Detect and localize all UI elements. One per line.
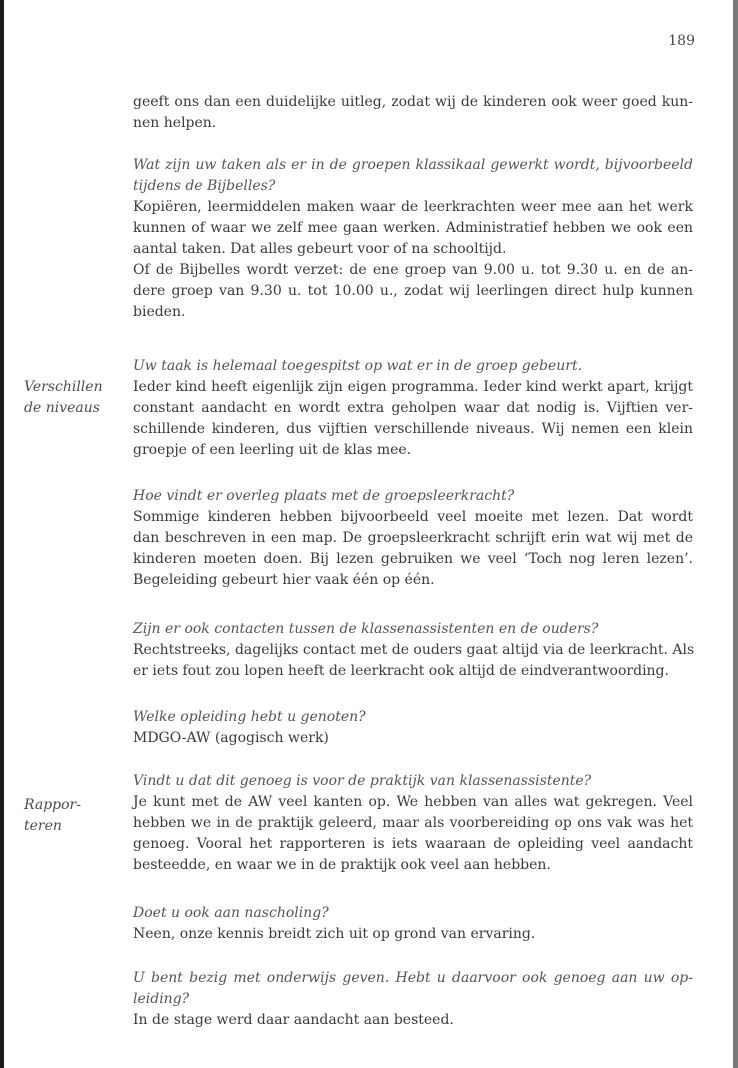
text-line: tijdens de Bijbelles? [133,178,276,194]
text-line: hebben we in de praktijk geleerd, maar als voorbereiding op ons vak was het [133,815,693,831]
qa-block [133,707,693,749]
text-line: genoeg. Vooral het rapporteren is iets waaraan de opleiding veel aandacht [133,836,693,852]
text-line: nen helpen. [133,115,217,131]
text-line: groepje of een leerling uit de klas mee. [133,442,412,458]
answer [133,377,693,461]
page-number: 189 [668,33,695,49]
question [133,968,693,1010]
question [133,486,693,507]
text-line: kinderen moeten doen. Bij lezen gebruiken we veel ‘Toch nog leren lezen’. [133,551,693,567]
intro-paragraph [133,92,693,134]
text-line: Je kunt met de AW veel kanten op. We hebben van alles wat gekregen. Veel [133,794,693,810]
margin-note-line: Rappor- [24,797,81,813]
question [133,619,693,640]
question [133,707,693,728]
margin-note-line: teren [24,818,62,834]
answer [133,728,693,749]
text-line: Hoe vindt er overleg plaats met de groepsleerkracht? [133,488,515,504]
qa-block [133,356,693,461]
text-line: dere groep van 9.30 u. tot 10.00 u., zodat wij leerlingen direct hulp kunnen [133,283,693,299]
text-line: Wat zijn uw taken als er in de groepen klassikaal gewerkt wordt, bijvoorbeeld [133,157,693,173]
text-line: dan beschreven in een map. De groepsleerkracht schrijft erin wat wij met de [133,530,693,546]
text-line: Vindt u dat dit genoeg is voor de praktijk van klassenassistente? [133,773,592,789]
text-line: Doet u ook aan nascholing? [133,905,329,921]
question [133,771,693,792]
text-line: Begeleiding gebeurt hier vaak één op één. [133,572,435,588]
text-line: bieden. [133,304,186,320]
text-line: er iets fout zou lopen heeft de leerkracht ook altijd de eindverantwoording. [133,663,669,679]
text-line: besteedde, en waar we in de praktijk ook veel aan hebben. [133,857,551,873]
text-line: Uw taak is helemaal toegespitst op wat er in de groep gebeurt. [133,358,583,374]
answer [133,640,693,682]
text-line: U bent bezig met onderwijs geven. Hebt u daarvoor ook genoeg aan uw op- [133,970,693,986]
question [133,903,693,924]
qa-block [133,486,693,591]
qa-block [133,155,693,323]
text-line: Ieder kind heeft eigenlijk zijn eigen programma. Ieder kind werkt apart, krijgt [133,379,693,395]
question [133,356,693,377]
text-line: Rechtstreeks, dagelijks contact met de ouders gaat altijd via de leerkracht. Als [133,642,695,658]
qa-block [133,771,693,876]
question [133,155,693,197]
answer [133,1010,693,1031]
text-line: Sommige kinderen hebben bijvoorbeeld veel moeite met lezen. Dat wordt [133,509,693,525]
margin-note-verschillen [24,377,124,419]
text-line: Kopiëren, leermiddelen maken waar de leerkrachten weer mee aan het werk [133,199,693,215]
margin-note-line: Verschillen [24,379,103,395]
text-line: Of de Bijbelles wordt verzet: de ene groep van 9.00 u. tot 9.30 u. en de an- [133,262,693,278]
qa-block [133,619,693,682]
qa-block [133,968,693,1031]
scan-edge-left [0,0,4,1068]
text-line: In de stage werd daar aandacht aan besteed. [133,1012,454,1028]
text-line: leiding? [133,991,190,1007]
text-line: geeft ons dan een duidelijke uitleg, zodat wij de kinderen ook weer goed kun- [133,94,693,110]
text-line: kunnen of waar we zelf mee gaan werken. Administratief hebben we ook een [133,220,693,236]
text-line: aantal taken. Dat alles gebeurt voor of na schooltijd. [133,241,507,257]
answer [133,792,693,876]
text-line: MDGO-AW (agogisch werk) [133,730,329,746]
margin-note-rapporteren [24,795,124,837]
text-line: Zijn er ook contacten tussen de klassenassistenten en de ouders? [133,621,599,637]
answer [133,924,693,945]
answer [133,507,693,591]
text-line: Neen, onze kennis breidt zich uit op grond van ervaring. [133,926,536,942]
margin-note-line: de niveaus [24,400,100,416]
text-line: Welke opleiding hebt u genoten? [133,709,366,725]
text-line: schillende kinderen, dus vijftien verschillende niveaus. Wij nemen een klein [133,421,693,437]
scan-edge-right [733,0,738,1068]
text-line: constant aandacht en wordt extra geholpen waar dat nodig is. Vijftien ver- [133,400,693,416]
answer [133,197,693,323]
qa-block [133,903,693,945]
